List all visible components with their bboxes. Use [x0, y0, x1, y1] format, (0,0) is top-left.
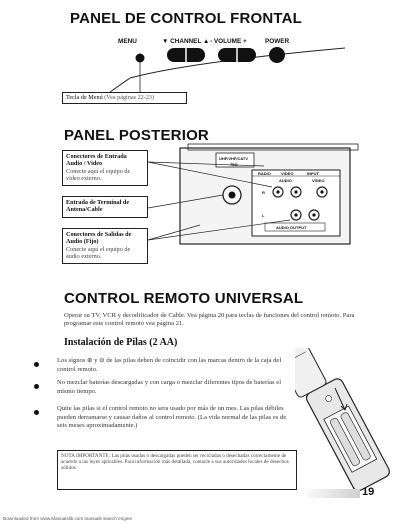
channel-rocker[interactable] — [167, 48, 205, 62]
bullet-dot — [34, 410, 39, 415]
channel-label: ▼ CHANNEL ▲ — [162, 38, 210, 45]
battery-bullet-3: Quite las pilas si el control remoto no sera usado por más de un mes. Las pilas débiles pueden derramarse y causar daños al control remoto. (La vida normal de las pilas es de seis meses aproximadamente.) — [57, 405, 287, 430]
jack-header-input: INPUT — [307, 171, 319, 176]
antenna-callout — [62, 196, 148, 218]
menu-label: MENU — [118, 38, 137, 45]
battery-bullet-1: Los signos ⊕ y ⊖ de las pilas deben de coincidir con las marcas dentro de la caja del control remoto. — [57, 357, 282, 373]
page-number: 19 — [362, 486, 375, 498]
power-button[interactable] — [269, 47, 285, 63]
av-input-desc: Conecte aquí el equipo de video externo. — [66, 167, 131, 183]
audio-output-label: AUDIO OUTPUT — [276, 225, 307, 230]
remote-battery-illustration — [295, 348, 405, 498]
bullet-dot — [34, 362, 39, 367]
menu-key-ref: (Vea páginas 22-23) — [104, 94, 155, 101]
antenna-plate-line1: UHF/VHF/CATV — [219, 156, 249, 161]
jack-header-radio: RADIO — [258, 171, 271, 176]
jack-header-video: VIDEO — [281, 171, 294, 176]
page-number-fade — [300, 487, 360, 499]
download-footer: Downloaded from www.Manualslib.com manuals search engine — [3, 516, 132, 521]
audio-output-desc: Conecte aquí el equipo de audio externo. — [66, 245, 131, 261]
jack-l-label: L — [262, 213, 265, 218]
av-input-title: Conectores de Entrada Audio / Video — [66, 153, 127, 168]
front-panel-title: PANEL DE CONTROL FRONTAL — [70, 10, 303, 27]
menu-button[interactable] — [136, 54, 145, 63]
jack-r-label: R — [262, 190, 265, 195]
audio-output-title: Conectores de Salidas de Audio (Fijo) — [66, 231, 132, 246]
remote-intro: Operar su TV, VCR y decodificador de Cable. Vea página 20 para teclas de funciones del control remoto. Para programar este control remoto vea página 21. — [64, 312, 355, 327]
important-note: NOTA IMPORTANTE: Las pilas usadas o descargadas pueden ser recicladas o desechadas correctamente de acuerdo a las leyes aplicables. Para información más detallada, contacte a sus autoridades locales de desechos sólidos. — [57, 450, 297, 490]
av-input-callout — [62, 150, 148, 186]
volume-label: - VOLUME + — [210, 38, 247, 45]
rear-panel-title: PANEL POSTERIOR — [64, 127, 209, 144]
volume-rocker[interactable] — [218, 48, 256, 62]
battery-bullet-2: No mezclar baterías descargadas y con carga o mezclar diferentes tipos de baterías el mismo tiempo. — [57, 379, 282, 395]
jack-sub-video: VIDEO — [312, 178, 325, 183]
audio-output-callout — [62, 228, 148, 264]
jack-sub-audio: AUDIO — [279, 178, 292, 183]
battery-install-heading: Instalación de Pilas (2 AA) — [64, 337, 178, 348]
menu-key-callout — [62, 92, 187, 104]
video-input-jack[interactable] — [317, 187, 327, 197]
bullet-dot — [34, 384, 39, 389]
antenna-title: Entrada de Terminal de Antena/Cable — [66, 199, 130, 214]
power-label: POWER — [265, 38, 290, 45]
remote-title: CONTROL REMOTO UNIVERSAL — [64, 290, 304, 307]
menu-key-label: Tecla de Menú — [66, 94, 103, 101]
antenna-plate-line2: 75Ω — [230, 162, 238, 167]
